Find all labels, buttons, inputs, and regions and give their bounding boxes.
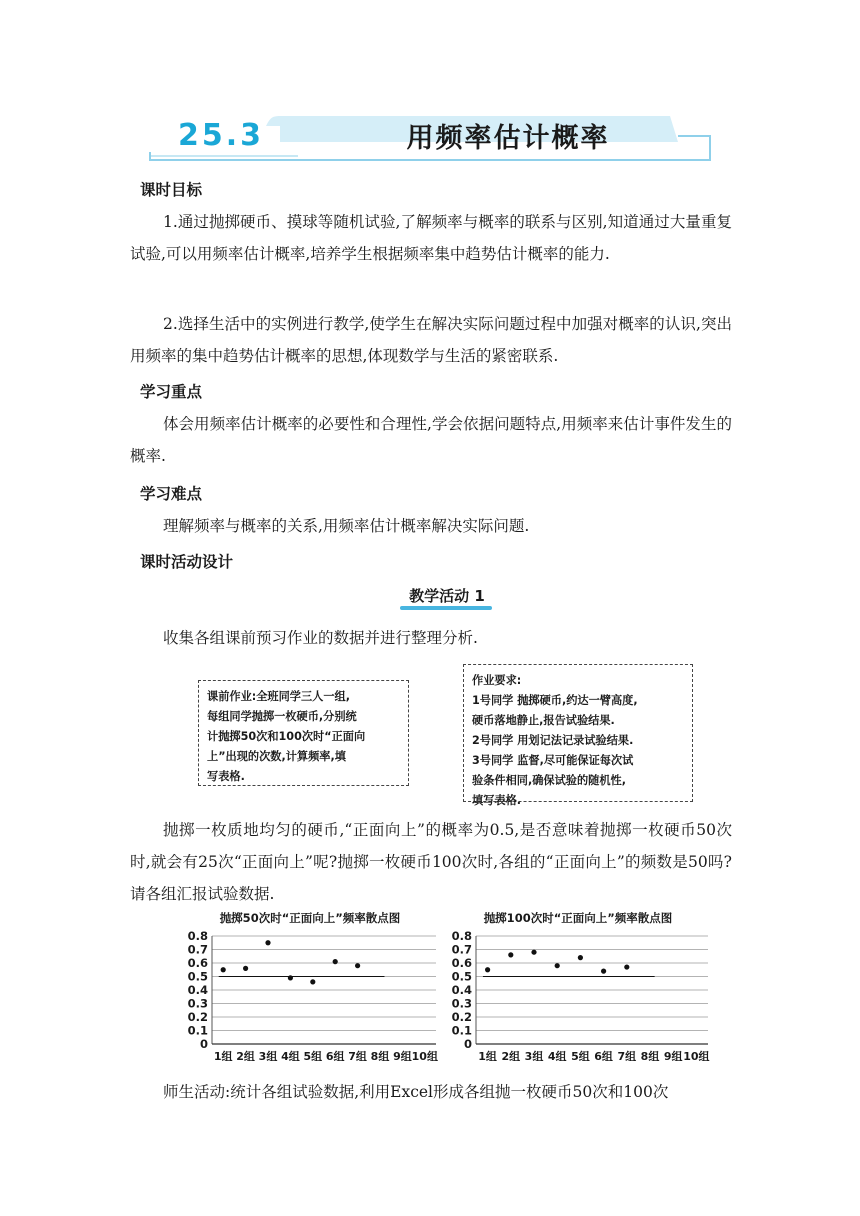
section-title: 用频率估计概率 (406, 123, 610, 154)
section-banner (148, 112, 712, 164)
activity-underline (400, 606, 492, 610)
x-tick-label: 5组 (571, 1050, 590, 1063)
x-tick-label: 7组 (617, 1050, 637, 1063)
objectives-heading: 课时目标 (140, 181, 203, 199)
data-point (485, 967, 490, 972)
x-tick-label: 6组 (594, 1050, 613, 1063)
data-point (578, 955, 583, 960)
y-tick-label: 0.3 (187, 996, 208, 1011)
key-heading: 学习重点 (140, 383, 203, 401)
activity-question: 抛掷一枚质地均匀的硬币,“正面向上”的概率为0.5,是否意味着抛掷一枚硬币50次时,就会有25次“正面向上”呢?抛掷一枚硬币100次时,各组的“正面向上”的频数是50吗?请各组汇报试验数据. (130, 821, 732, 903)
homework-line: 计抛掷50次和100次时“正面向 (207, 730, 366, 743)
x-tick-label: 7组 (348, 1050, 367, 1063)
data-point (508, 952, 513, 957)
requirement-line: 2号同学 用划记法记录试验结果. (472, 734, 634, 747)
x-tick-label: 2组 (236, 1050, 255, 1063)
x-tick-label: 9组 (663, 1050, 683, 1063)
y-tick-label: 0.1 (451, 1023, 472, 1038)
difficulty-text: 理解频率与概率的关系,用频率估计概率解决实际问题. (163, 517, 530, 535)
y-tick-label: 0 (199, 1037, 208, 1051)
y-tick-label: 0.1 (187, 1023, 208, 1038)
activity-footer: 师生活动:统计各组试验数据,利用Excel形成各组抛一枚硬币50次和100次 (163, 1083, 669, 1101)
x-tick-label: 3组 (258, 1050, 278, 1063)
homework-line: 上”出现的次数,计算频率,填 (207, 750, 346, 763)
y-tick-label: 0.5 (451, 969, 472, 984)
homework-line: 写表格. (207, 770, 245, 783)
data-point (310, 979, 315, 984)
requirement-line: 3号同学 监督,尽可能保证每次试 (472, 754, 634, 767)
requirement-line: 硬币落地静止,报告试验结果. (472, 714, 615, 727)
x-tick-label: 10组 (411, 1050, 438, 1063)
design-heading: 课时活动设计 (140, 553, 234, 571)
activity-intro: 收集各组课前预习作业的数据并进行整理分析. (163, 629, 478, 647)
requirement-line: 作业要求: (472, 674, 522, 687)
data-point (221, 967, 226, 972)
scatter-plot-100 (440, 910, 716, 1074)
x-tick-label: 2组 (501, 1050, 521, 1063)
data-point (601, 969, 606, 974)
x-tick-label: 1组 (213, 1050, 233, 1063)
data-point (265, 940, 270, 945)
objective-2: 2.选择生活中的实例进行教学,使学生在解决实际问题过程中加强对概率的认识,突出用频率的集中趋势估计概率的思想,体现数学与生活的紧密联系. (130, 315, 732, 365)
y-tick-label: 0.6 (187, 956, 208, 970)
y-tick-label: 0.7 (451, 942, 472, 957)
y-tick-label: 0.4 (451, 983, 472, 997)
requirement-line: 填写表格. (472, 794, 522, 807)
difficulty-heading: 学习难点 (140, 485, 203, 503)
data-point (333, 959, 338, 964)
data-point (355, 963, 360, 968)
scatter-plot-50 (176, 910, 444, 1074)
y-tick-label: 0.4 (187, 983, 208, 997)
y-tick-label: 0.7 (187, 942, 208, 957)
x-tick-label: 5组 (303, 1050, 323, 1063)
homework-line: 每组同学抛掷一枚硬币,分别统 (207, 710, 357, 723)
x-tick-label: 1组 (478, 1050, 497, 1063)
y-tick-label: 0.5 (187, 969, 208, 984)
data-point (243, 966, 248, 971)
y-tick-label: 0.3 (451, 996, 472, 1011)
objective-1: 1.通过抛掷硬币、摸球等随机试验,了解频率与概率的联系与区别,知道通过大量重复试验,可以用频率估计概率,培养学生根据频率集中趋势估计概率的能力. (130, 213, 732, 263)
x-tick-label: 10组 (683, 1050, 710, 1063)
y-tick-label: 0.6 (451, 956, 472, 970)
data-point (531, 950, 536, 955)
scatter-chart-50 (176, 910, 444, 1074)
scatter-chart-100 (440, 910, 716, 1074)
requirements-box (463, 664, 693, 807)
chart-title: 抛掷100次时“正面向上”频率散点图 (483, 911, 673, 925)
x-tick-label: 8组 (640, 1050, 660, 1063)
key-text: 体会用频率估计概率的必要性和合理性,学会依据问题特点,用频率来估计事件发生的概率. (130, 415, 732, 465)
y-tick-label: 0.8 (451, 929, 472, 943)
x-tick-label: 9组 (393, 1050, 412, 1063)
homework-line: 课前作业:全班同学三人一组, (207, 690, 350, 703)
x-tick-label: 4组 (281, 1050, 300, 1063)
data-point (624, 964, 629, 969)
homework-box (198, 680, 409, 786)
x-tick-label: 3组 (524, 1050, 544, 1063)
section-number: 25.3 (178, 118, 265, 153)
y-tick-label: 0 (463, 1037, 472, 1051)
x-tick-label: 6组 (325, 1050, 345, 1063)
x-tick-label: 4组 (547, 1050, 567, 1063)
y-tick-label: 0.2 (187, 1010, 208, 1024)
requirement-line: 验条件相同,确保试验的随机性, (472, 774, 626, 787)
x-tick-label: 8组 (370, 1050, 390, 1063)
requirement-line: 1号同学 抛掷硬币,约达一臂高度, (472, 694, 638, 707)
activity-title: 教学活动 1 (409, 587, 485, 605)
data-point (288, 975, 293, 980)
chart-title: 抛掷50次时“正面向上”频率散点图 (219, 911, 401, 925)
data-point (555, 963, 560, 968)
y-tick-label: 0.2 (451, 1010, 472, 1024)
y-tick-label: 0.8 (187, 929, 208, 943)
